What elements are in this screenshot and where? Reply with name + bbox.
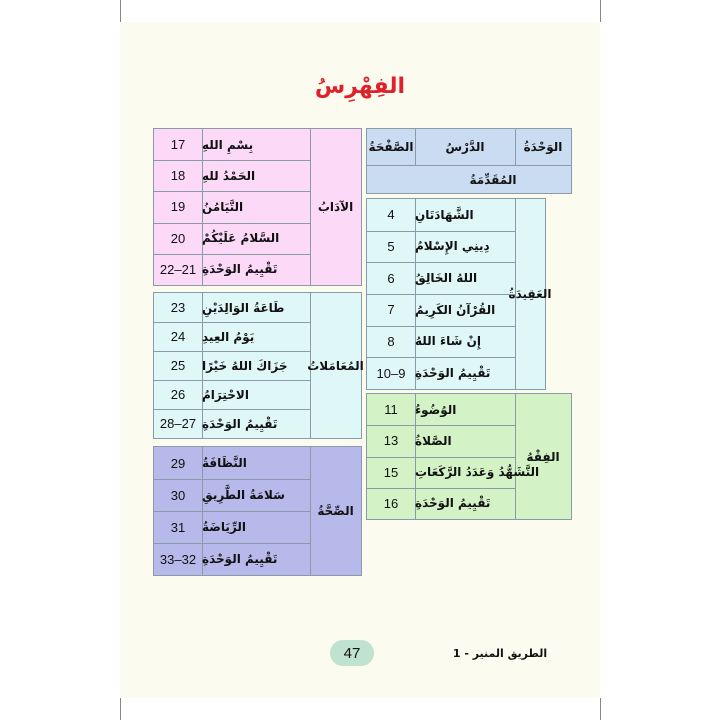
lesson-title: السَّلامُ عَلَيْكُمْ — [202, 231, 280, 246]
page-ref: 22–21 — [159, 261, 197, 277]
page-title: الفِهْرِسُ — [314, 74, 406, 99]
page-ref: 17 — [170, 137, 186, 153]
page-ref: 5 — [387, 238, 395, 254]
unit-name: الآدَابُ — [317, 200, 354, 214]
intro-label: المُقَدِّمَةُ — [469, 173, 517, 187]
page-ref: 11 — [384, 402, 398, 418]
lesson-title: النَّظَافَةُ — [202, 456, 247, 470]
lesson-title: التَّشَهُّدُ وَعَدَدُ الرَّكَعَاتِ — [415, 465, 540, 480]
page-ref: 33–32 — [159, 551, 197, 567]
page-ref: 19 — [170, 199, 186, 215]
lesson-title: اللهُ الخَالِقُ — [415, 271, 478, 286]
unit-name: المُعَامَلاتُ — [307, 358, 364, 373]
lesson-title: طَاعَةُ الوَالِدَيْنِ — [202, 300, 285, 315]
lesson-title: الاحْتِرَامُ — [202, 387, 249, 402]
page-ref: 30 — [170, 487, 186, 503]
page-ref: 25 — [170, 358, 186, 373]
lesson-title: التَّيَامُنُ — [202, 199, 244, 214]
lesson-title: الصَّلاةُ — [415, 433, 452, 448]
header-unit: الوَحْدَةُ — [523, 140, 563, 154]
lesson-title: الشَّهَادَتَانِ — [415, 207, 474, 222]
lesson-title: الرِّيَاضَةُ — [202, 520, 246, 534]
page-ref: 18 — [170, 168, 186, 184]
book-title-footer: الطريق المنير - 1 — [452, 647, 548, 660]
crop-mark — [600, 698, 601, 720]
page-ref: 15 — [383, 464, 399, 480]
lesson-title: تَقْيِيمُ الوَحْدَةِ — [202, 416, 278, 431]
page-ref: 10–9 — [376, 365, 406, 381]
unit-adab — [153, 128, 362, 286]
page-ref: 29 — [170, 455, 186, 471]
crop-mark — [600, 0, 601, 22]
page-ref: 7 — [387, 302, 395, 318]
lesson-title: الوُضُوءُ — [415, 402, 457, 417]
index-header — [366, 128, 572, 194]
page-ref: 6 — [387, 270, 395, 286]
unit-name: الصِّحَّةُ — [317, 504, 354, 518]
lesson-title: بِسْمِ اللهِ — [202, 137, 254, 152]
header-page: الصَّفْحَةُ — [368, 140, 414, 154]
page-ref: 20 — [170, 230, 186, 246]
lesson-title: تَقْيِيمُ الوَحْدَةِ — [202, 552, 278, 566]
unit-muamalat — [153, 292, 362, 439]
unit-fiqh — [366, 393, 572, 520]
lesson-title: تَقْيِيمُ الوَحْدَةِ — [415, 366, 491, 381]
lesson-title: جَزَاكَ اللهُ خَيْرًا — [202, 358, 288, 373]
unit-sehha — [153, 446, 362, 576]
header-lesson: الدَّرْسُ — [445, 140, 485, 154]
lesson-title: يَوْمُ العِيدِ — [202, 329, 255, 344]
lesson-title: القُرْآنُ الكَرِيمُ — [415, 302, 496, 317]
lesson-title: تَقْيِيمُ الوَحْدَةِ — [415, 496, 491, 511]
lesson-title: إِنْ شَاءَ اللهُ — [415, 334, 481, 349]
unit-name: العَقِيدَةُ — [508, 287, 552, 301]
page-ref: 13 — [383, 433, 399, 449]
page-ref: 31 — [170, 519, 186, 535]
lesson-title: تَقْيِيمُ الوَحْدَةِ — [202, 262, 278, 277]
crop-mark — [120, 0, 121, 22]
page-ref: 26 — [170, 387, 186, 402]
crop-mark — [120, 698, 121, 720]
unit-name: الفِقْهُ — [526, 449, 560, 464]
page-ref: 23 — [170, 300, 186, 315]
page-number: 47 — [330, 640, 374, 666]
lesson-title: دِينِي الإِسْلامُ — [415, 239, 490, 254]
lesson-title: سَلامَةُ الطَّرِيقِ — [202, 488, 285, 502]
page-ref: 28–27 — [159, 416, 197, 431]
lesson-title: الحَمْدُ للهِ — [202, 168, 256, 183]
page-ref: 4 — [387, 207, 395, 223]
page-ref: 24 — [170, 329, 186, 344]
page-ref: 16 — [383, 495, 399, 511]
page-ref: 8 — [387, 333, 395, 349]
unit-aqeedah — [366, 198, 552, 390]
